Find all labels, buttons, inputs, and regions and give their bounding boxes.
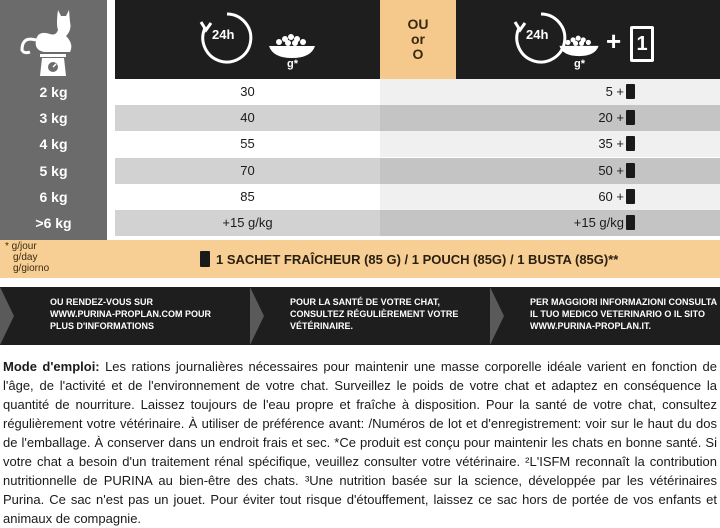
weight-cell: 6 kg [39, 188, 68, 205]
hours-label: 24h [526, 27, 549, 42]
arrow-icon [250, 287, 264, 345]
pouch-icon [626, 189, 635, 204]
weight-cell: >6 kg [35, 215, 72, 231]
food-bowl-icon [265, 30, 319, 60]
weight-cell: 5 kg [39, 162, 68, 179]
feeding-table [0, 0, 720, 240]
info-vet-it: PER MAGGIORI INFORMAZIONI CONSULTA IL TUO MEDICO VETERINARIO O IL SITO WWW.PURINA-PROPLAN.IT. [530, 297, 718, 331]
pouch-note: 1 SACHET FRAÎCHEUR (85 G) / 1 POUCH (85G) / 1 BUSTA (85G)** [200, 251, 618, 267]
mixed-amount-cell [380, 131, 720, 157]
weight-cell: 3 kg [39, 110, 68, 127]
pouch-icon [200, 251, 210, 267]
table-row [0, 131, 720, 157]
table-row [0, 210, 720, 236]
arrow-icon [490, 287, 504, 345]
unit-legend: * g/jour g/day g/giorno [5, 241, 50, 274]
mixed-amount-value: 50 + [598, 162, 624, 178]
pouch-icon [626, 136, 635, 151]
pouch-icon [626, 163, 635, 178]
grams-unit: g* [574, 58, 585, 70]
weight-cell: 4 kg [39, 136, 68, 153]
dry-amount-cell: 30 [115, 79, 380, 105]
mixed-amount-cell [380, 105, 720, 131]
mixed-amount-value: 5 + [605, 84, 624, 99]
mixed-amount-value: 20 + [598, 110, 624, 126]
instructions-text [3, 357, 717, 528]
mixed-amount-cell [380, 210, 720, 236]
table-row [0, 105, 720, 131]
dry-food-header [115, 0, 380, 79]
info-vet-fr: POUR LA SANTÉ DE VOTRE CHAT, CONSULTEZ RÉGULIÈREMENT VOTRE VÉTÉRINAIRE. [290, 297, 459, 331]
mixed-amount-value: 35 + [598, 136, 624, 152]
dry-amount-cell: 55 [115, 131, 380, 157]
pouch-icon [630, 26, 654, 62]
pouch-icon [626, 110, 635, 125]
pouch-count: 1 [636, 32, 648, 55]
instructions-label: Mode d'emploi: [3, 359, 100, 374]
serving-notes [0, 240, 720, 278]
mixed-amount-value: 60 + [598, 188, 624, 204]
mixed-amount-cell [380, 184, 720, 210]
arrow-icon [0, 287, 14, 345]
dry-amount-cell: 40 [115, 105, 380, 131]
plus-sign: + [606, 26, 622, 56]
info-website-fr: OU RENDEZ-VOUS SUR WWW.PURINA-PROPLAN.COM POUR PLUS D'INFORMATIONS [50, 297, 211, 331]
table-row [0, 79, 720, 105]
instructions-body: Les rations journalières nécessaires pour maintenir une masse corporelle idéale varient en fonction de l'âge, de l'activité et de l'environnement de votre chat. Surveillez le poids de votre chat et adaptez en conséquence la quantité de nourriture. Laissez toujours de l'eau propre et fraîche à disposition. Pour la santé de votre chat, consultez régulièrement votre vétérinaire. À utiliser de préférence avant: /Numéros de lot et d'enregistrement: voir sur le haut du dos de l'emballage. À conserver dans un endroit frais et sec. *Ce produit est conçu pour maintenir les chats en bonne santé. Si votre chat a besoin d'un traitement rénal spécifique, veuillez consulter votre vétérinaire. ²L'ISFM reconnaît la contribution nutritionnelle de PURINA au bien-être des chats. ³Une nutrition basée sur la science, développée par les vétérinaires Purina. Ce sac n'est pas un jouet. Pour éviter tout risque d'étouffement, laissez ce sac hors de portée de vos enfants et animaux de compagnie. [3, 359, 717, 526]
table-row [0, 184, 720, 210]
mixed-amount-cell [380, 158, 720, 184]
dry-amount-cell: 70 [115, 158, 380, 184]
mixed-amount-cell [380, 79, 720, 105]
weight-cell: 2 kg [39, 84, 68, 100]
mixed-food-header [456, 0, 720, 79]
grams-unit: g* [287, 58, 298, 70]
pouch-icon [626, 84, 635, 99]
cat-on-scale-icon [0, 0, 107, 79]
hours-label: 24h [212, 27, 235, 42]
or-label: OU or O [380, 0, 456, 79]
food-bowl-icon [556, 32, 602, 58]
dry-amount-cell: +15 g/kg [115, 210, 380, 236]
table-row [0, 158, 720, 184]
dry-amount-cell: 85 [115, 184, 380, 210]
info-band [0, 287, 720, 345]
pouch-icon [626, 215, 635, 230]
mixed-amount-value: +15 g/kg [573, 215, 624, 230]
